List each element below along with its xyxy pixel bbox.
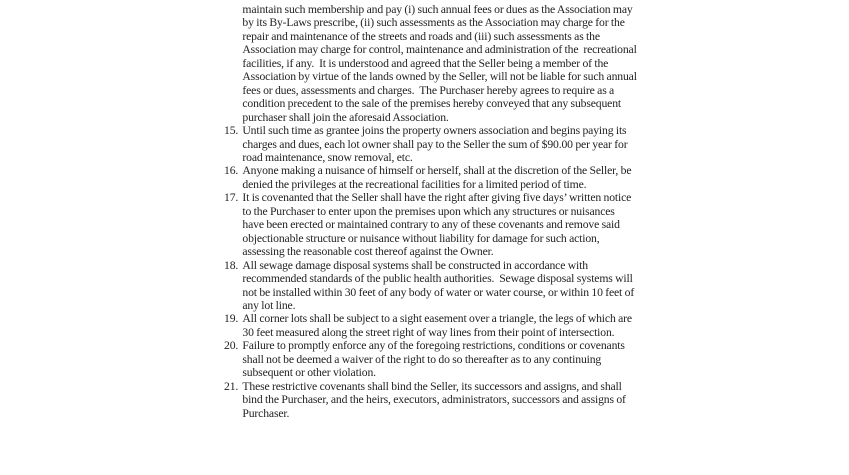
document-page xyxy=(224,3,638,420)
covenant-number: 21. xyxy=(224,379,239,393)
covenant-item-17 xyxy=(224,191,638,258)
covenant-item-20 xyxy=(224,339,638,379)
continuation-paragraph: maintain such membership and pay (i) such annual fees or dues as the Association may by its By-Laws prescribe, (ii) such assessments as the Association may charge for the repair and maintenance of the streets and roads and (iii) such assessments as the Association may charge for control, maintenance and administration of the recreational facilities, if any. It is understood and agreed that the Seller being a member of the Association by virtue of the lands owned by the Seller, will not be liable for such annual fees or dues, assessments and charges. The Purchaser hereby agrees to require as a condition precedent to the sale of the premises hereby conveyed that any subsequent purchaser shall join the aforesaid Association. xyxy=(242,3,640,124)
covenant-text: Until such time as grantee joins the property owners association and begins paying its charges and dues, each lot owner shall pay to the Seller the sum of $90.00 per year for road maintenance, snow removal, etc. xyxy=(242,124,630,164)
covenant-item-16 xyxy=(224,164,638,191)
covenant-text: Failure to promptly enforce any of the foregoing restrictions, conditions or covenants shall not be deemed a waiver of the right to do so thereafter as to any continuing subsequent or other violation. xyxy=(242,339,628,380)
covenant-text: All sewage damage disposal systems shall be constructed in accordance with recommended standards of the public health authorities. Sewage disposal systems will not be installed within 30 feet of any body of water or water course, or within 10 feet of any lot line. xyxy=(242,258,637,312)
covenant-text: All corner lots shall be subject to a sight easement over a triangle, the legs of which are 30 feet measured along the street right of way lines from their point of intersection. xyxy=(242,312,635,339)
covenant-number: 19. xyxy=(224,312,239,326)
covenant-number: 15. xyxy=(224,124,239,138)
covenant-item-18 xyxy=(224,259,638,313)
covenant-text: These restrictive covenants shall bind the Seller, its successors and assigns, and shall bind the Purchaser, and the heirs, executors, administrators, successors and assigns of Purchaser. xyxy=(242,379,629,420)
covenant-number: 17. xyxy=(224,191,239,205)
covenant-text: Anyone making a nuisance of himself or herself, shall at the discretion of the Seller, be denied the privileges at the recreational facilities for a limited period of time. xyxy=(242,164,634,191)
covenant-item-21 xyxy=(224,380,638,420)
covenant-number: 18. xyxy=(224,258,239,272)
covenant-text: It is covenanted that the Seller shall have the right after giving five days’ written notice to the Purchaser to enter upon the premises upon which any structures or nuisances have been erected or maintained contrary to any of these covenants and remove said objectionable structure or nuisance without liability for damage for such action, assessing the reasonable cost thereof against the Owner. xyxy=(242,191,634,259)
covenant-item-15 xyxy=(224,124,638,164)
covenant-number: 16. xyxy=(224,164,239,178)
covenant-list xyxy=(224,124,638,420)
covenant-item-19 xyxy=(224,312,638,339)
covenant-number: 20. xyxy=(224,339,239,353)
